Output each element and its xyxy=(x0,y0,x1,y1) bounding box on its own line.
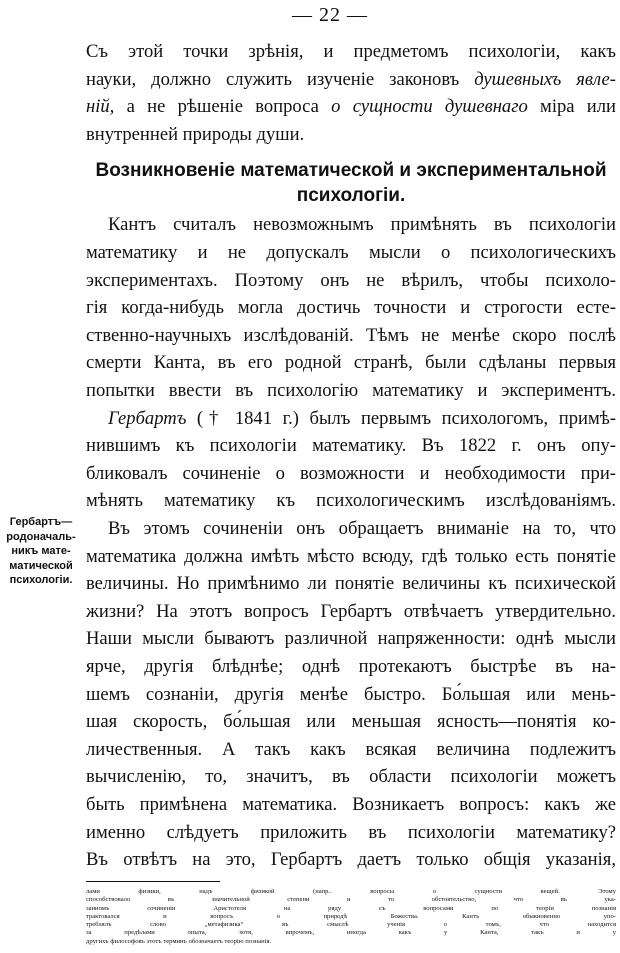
text-line xyxy=(86,407,616,429)
text-line: Кантъ считалъ невозможнымъ примѣнять въ психологіи xyxy=(108,214,616,236)
text-line: попытки ввести въ психологію математику и экспериментъ. xyxy=(86,380,616,401)
text-line: мѣнять математику къ психологическимъ изслѣдованіямъ. xyxy=(86,490,616,512)
text-line: шая скорость, бо́льшая или меньшая ясность—понятія ко- xyxy=(86,711,616,733)
footnote-rule xyxy=(86,881,220,882)
text-line: Наши мысли бываютъ различной напряженности: однѣ мысли xyxy=(86,628,616,650)
margin-note-line: Гербартъ— xyxy=(9,516,73,528)
text-line: нившимъ къ психологіи математику. Въ 1822 г. онъ опу- xyxy=(86,435,616,457)
text-run: науки, должно служить изученіе законовъ xyxy=(86,68,475,90)
footnote-line: занномъ сочиненіи Аристотеля на ряду съ вопросами по теоріи познанія xyxy=(86,904,616,912)
text-line xyxy=(86,98,616,117)
margin-note-line: психологіи. xyxy=(9,574,73,586)
page-number: — 22 — xyxy=(292,4,368,26)
text-line: Въ этомъ сочиненіи онъ обращаетъ вниманіе на то, что xyxy=(108,518,616,539)
text-line: гія когда-нибудь могла достичь точности и строгости есте- xyxy=(86,297,616,319)
section-heading-line-1: Возникновеніе математической и экспериментальной xyxy=(95,160,607,182)
footnote-line: за предѣлами опыта, хотя, впрочемъ, иногда какъ у Канта, такъ и у xyxy=(86,929,616,937)
text-line xyxy=(86,68,616,90)
text-line: жизни? На этотъ вопросъ Гербартъ отвѣчаетъ утвердительно. xyxy=(86,600,616,622)
text-line: личественныя. А такъ какъ всякая величина подлежитъ xyxy=(86,738,616,760)
text-line xyxy=(86,43,616,62)
text-line: экспериментахъ. Поэтому онъ не вѣрилъ, чтобы психоло- xyxy=(86,269,616,291)
section-heading-line-2: психологіи. xyxy=(296,185,406,207)
footnote-line: лами физики, надъ физикой (напр.. вопросы о сущности вещей. Этому xyxy=(86,888,616,896)
italic-run: душевныхъ явле- xyxy=(474,68,616,90)
text-line: ярче, другія блѣднѣе; однѣ протекаютъ быстрѣе въ на- xyxy=(86,656,616,677)
italic-run: ній, xyxy=(86,96,115,118)
text-run: міра или xyxy=(527,96,616,118)
text-run: а не рѣшеніе вопроса xyxy=(114,96,332,118)
text-line xyxy=(86,123,616,145)
text-line: ственно-научныхъ изслѣдованій. Тѣмъ не менѣе скоро послѣ xyxy=(86,324,616,346)
text-run: Съ этой точки зрѣнія, и предметомъ психологіи, какъ xyxy=(86,41,616,62)
text-line: быть примѣнена математика. Возникаетъ вопросъ: какъ же xyxy=(86,794,616,815)
footnote-line: трактовался и вопросъ о природѣ Божества. Кантъ обыкновенно упо- xyxy=(86,912,616,920)
margin-note-line: родоначаль- xyxy=(6,530,76,543)
margin-note-line: никъ мате- xyxy=(11,545,71,557)
text-line: бликовалъ сочиненіе о возможности и необходимости при- xyxy=(86,462,616,484)
text-run: († 1841 г.) былъ первымъ психологомъ, примѣ- xyxy=(186,407,616,429)
text-line: смерти Канта, въ его родной странѣ, были сдѣланы первыя xyxy=(86,352,616,374)
text-line: шемъ сознаніи, другія менѣе быстро. Бо́льшая или мень- xyxy=(86,683,616,705)
text-line: вычисленію, то, значитъ, въ области психологіи можетъ xyxy=(86,766,616,788)
text-line: величины. Но примѣнимо ли понятіе величины къ психической xyxy=(86,573,616,595)
margin-note-line: матической xyxy=(9,559,73,572)
text-line: Въ отвѣтъ на это, Гербартъ даетъ только общія указанія, xyxy=(86,849,616,871)
footnote-line: другихъ философовъ этотъ терминъ обозначаетъ теорію познанія. xyxy=(86,937,272,945)
text-line: математику и не допускалъ мысли о психологическихъ xyxy=(86,242,616,263)
text-line: именно слѣдуетъ приложить въ психологіи математику? xyxy=(86,821,616,843)
footnote-line: способствовало въ значительной степени и то обстоятельство, что въ ука- xyxy=(86,896,616,904)
text-line: математика должна имѣть мѣсто всюду, гдѣ только есть понятіе xyxy=(86,545,616,567)
italic-run: о сущности душевнаго xyxy=(331,96,528,118)
text-run: внутренней природы души. xyxy=(86,123,305,145)
footnote-line: треблялъ слово „метафизика“ въ смыслѣ ученія о томъ, что находится xyxy=(86,921,616,929)
italic-run: Гербартъ xyxy=(108,407,187,429)
